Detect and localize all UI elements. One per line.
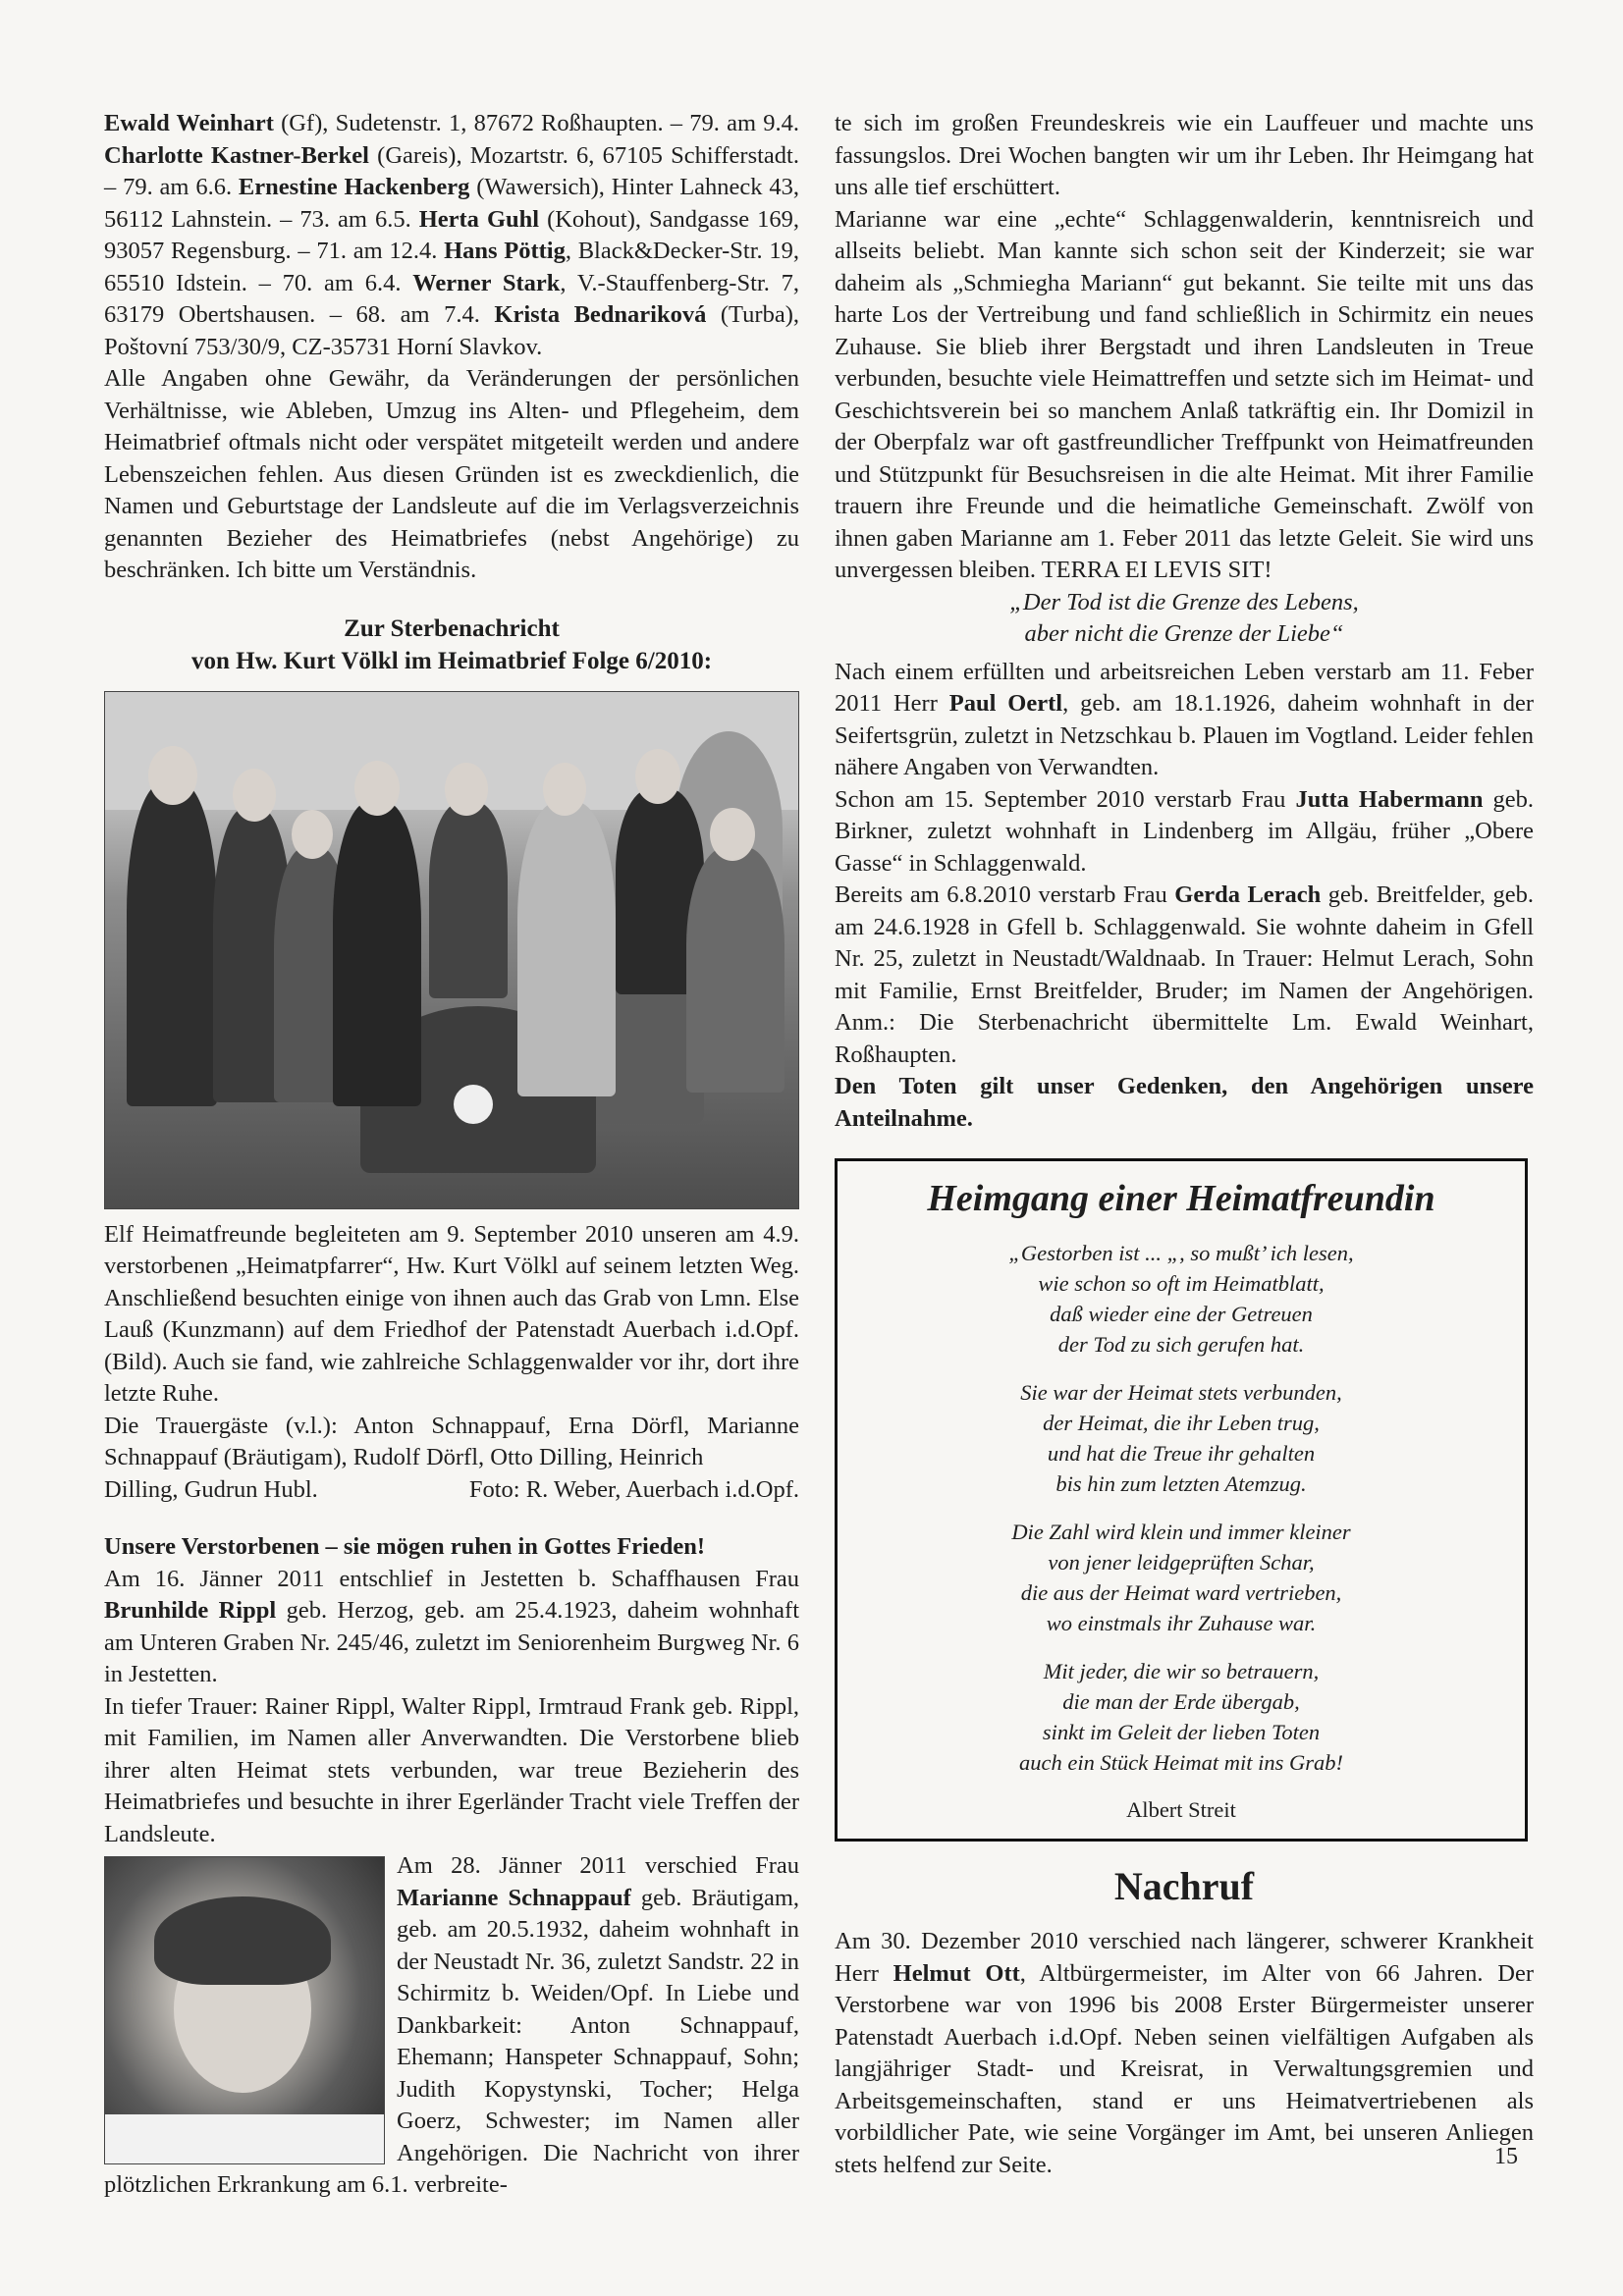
person-name: Gerda Lerach xyxy=(1174,881,1322,908)
poem-line: „Gestorben ist ... „, so mußt’ ich lesen, xyxy=(1008,1241,1354,1265)
obituary-oertl xyxy=(835,657,1534,784)
poem-line: und hat die Treue ihr gehalten xyxy=(1047,1441,1316,1466)
text-run: (Wawersich), Hinter Lahneck 43, 56112 Lahnstein. – 73. am 6.5. xyxy=(104,174,799,233)
portrait-marianne-schnappauf xyxy=(104,1856,385,2164)
text-run: (Gf), Sudetenstr. 1, 87672 Roßhaupten. – 79. am 9.4. xyxy=(273,110,800,136)
obituary-lerach xyxy=(835,880,1534,1071)
person-name: Marianne Schnappauf xyxy=(397,1884,631,1911)
poem-box xyxy=(835,1158,1528,1842)
text-run: (Turba), Poštovní 753/30/9, CZ-35731 Horní Slavkov. xyxy=(104,301,799,360)
sterbenachricht-heading xyxy=(104,613,799,677)
person-name: Ernestine Hackenberg xyxy=(238,174,470,200)
poem-line: Die Zahl wird klein und immer kleiner xyxy=(1011,1520,1351,1544)
text-run: , Black&Decker-Str. 19, 65510 Idstein. – 70. am 6.4. xyxy=(104,238,800,296)
text-run: geb. Birkner, zuletzt wohnhaft in Lindenberg im Allgäu, früher „Obere Gasse“ in Schlaggenwald. xyxy=(835,785,1534,877)
poem-line: von jener leidgeprüften Schar, xyxy=(1048,1550,1315,1575)
poem-line: wie schon so oft im Heimatblatt, xyxy=(1038,1271,1325,1296)
person-name: Ewald Weinhart xyxy=(104,110,274,136)
obituary-rippl-mourners: In tiefer Trauer: Rainer Rippl, Walter Rippl, Irmtraud Frank geb. Rippl, mit Familien, im Namen aller Anverwandten. Die Verstorbene blieb ihrer alten Heimat stets verbunden, war treue Bezieherin des Heimatbriefes und besuchte in ihrer Egerländer Tracht viele Treffen der Landsleute. xyxy=(104,1692,799,1847)
text-run: Schon am 15. September 2010 verstarb Frau xyxy=(835,785,1296,813)
poem-line: auch ein Stück Heimat mit ins Grab! xyxy=(1019,1750,1343,1775)
obituary-schnappauf xyxy=(104,1850,799,2202)
obituary-schnappauf-tribute: Marianne war eine „echte“ Schlaggenwalderin, kenntnisreich und allseits beliebt. Man kannte sich schon seit der Kinderzeit; sie war daheim als „Schmiegha Mariann“ gut bekannt. Sie teilte mit uns das harte Los der Vertreibung und fand schließlich in Schirmitz ein neues Zuhause. Sie blieb ihrer Bergstadt und ihren Landsleuten in Treue verbunden, besuchte viele Heimattreffen und setzte sich im Heimat- und Geschichtsverein bei so manchem Anlaß tatkräftig ein. Ihr Domizil in der Oberpfalz war oft gastfreundlicher Treffpunkt von Heimatfreunden und Stützpunkt für Besuchsreisen in die alte Heimat. Mit ihrer Familie trauern ihre Freunde und die heimatliche Gemeinschaft. Zwölf von ihnen gaben Marianne am 1. Feber 2011 das letzte Geleit. Sie wird uns unvergessen bleiben. TERRA EI LEVIS SIT! xyxy=(835,205,1534,583)
person-name: Paul Oertl xyxy=(948,690,1063,717)
text-run: geb. Bräutigam, geb. am 20.5.1932, daheim wohnhaft in der Neustadt Nr. 36, zuletzt Sandstr. 22 in Schirmitz b. Weiden/Opf. In Liebe und Dankbarkeit: Anton Schnappauf, Ehemann; Hanspeter Schnappauf, Sohn; Judith Kopystynski, Tocher; Helga Goerz, Schwester; im Namen aller Angehörigen. Die Nachricht von ihrer plötzlichen Erkrankung am 6.1. verbreite- xyxy=(104,1884,799,2198)
text-run: , Altbürgermeister, im Alter von 66 Jahren. Der Verstorbene war von 1996 bis 2008 Erster Bürgermeister unserer Patenstadt Auerbach i.d.Opf. Neben seinen vielfältigen Aufgaben als langjähriger Stadt- und Kreisrat, in Verwaltungsgremien und Arbeitsgemeinschaften, stand er uns Heimatvertriebenen als vorbildlicher Pate, wie seine Vorgänger im Amt, bei unseren Anliegen stets helfend zur Seite. xyxy=(835,1959,1534,2178)
text-run: geb. Herzog, geb. am 25.4.1923, daheim wohnhaft am Unteren Graben Nr. 245/46, zuletzt im Seniorenheim Burgweg Nr. 6 in Jestetten. xyxy=(104,1597,799,1687)
obituary-habermann xyxy=(835,784,1534,881)
person-name: Hans Pöttig xyxy=(444,238,566,264)
text-run: geb. Breitfelder, geb. am 24.6.1928 in Gfell b. Schlaggenwald. Sie wohnte daheim in Gfell Nr. 25, zuletzt in Neustadt/Waldnaab. In Trauer: Helmut Lerach, Sohn mit Familie, Ernst Breitfelder, Bruder; im Namen der Angehörigen. Anm.: Die Sterbenachricht übermittelte Lm. Ewald Weinhart, Roßhaupten. xyxy=(835,881,1534,1068)
poem-line: der Tod zu sich gerufen hat. xyxy=(1057,1332,1305,1357)
poem-line: die aus der Heimat ward vertrieben, xyxy=(1020,1580,1342,1605)
text-run: , V.-Stauffenberg-Str. 7, 63179 Obertshausen. – 68. am 7.4. xyxy=(104,269,799,328)
person-name: Brunhilde Rippl xyxy=(104,1597,277,1624)
poem-author: Albert Streit xyxy=(1126,1797,1236,1822)
poem-line: sinkt im Geleit der lieben Toten xyxy=(1042,1720,1321,1744)
poem-line: wo einstmals ihr Zuhause war. xyxy=(1046,1611,1317,1635)
poem-stanza xyxy=(838,1517,1525,1638)
person-name: Herta Guhl xyxy=(418,205,540,233)
obituary-schnappauf-continued: te sich im großen Freundeskreis wie ein Lauffeuer und machte uns fassungslos. Drei Wochen bangten wir um ihr Leben. Ihr Heimgang hat uns alle tief erschüttert. xyxy=(835,110,1534,200)
trauergaeste-list: Die Trauergäste (v.l.): Anton Schnappauf, Erna Dörfl, Marianne Schnappauf (Bräutigam), Rudolf Dörfl, Otto Dilling, Heinrich xyxy=(104,1412,799,1470)
trauergaeste-last: Dilling, Gudrun Hubl. xyxy=(104,1475,318,1503)
disclaimer-paragraph: Alle Angaben ohne Gewähr, da Veränderungen der persönlichen Verhältnisse, wie Ableben, Umzug ins Alten- und Pflegeheim, dem Heimatbrief oftmals nicht oder verspätet mitgeteilt werden und andere Lebenszeichen fehlen. Aus diesen Gründen ist es zweckdienlich, die Namen und Geburtstage der Landsleute auf die im Verlagsverzeichnis genannten Bezieher des Heimatbriefes (nebst Angehörige) zu beschränken. Ich bitte um Verständnis. xyxy=(104,365,799,583)
person-name: Krista Bednariková xyxy=(494,301,707,328)
photo-caption: Elf Heimatfreunde begleiteten am 9. September 2010 unseren am 4.9. verstorbenen „Heimatpfarrer“, Hw. Kurt Völkl auf seinem letzten Weg. Anschließend besuchten einige von ihnen auch das Grab von Lmn. Else Lauß (Kunzmann) auf dem Friedhof der Patenstadt Auerbach i.d.Opf. (Bild). Auch sie fand, wie zahlreiche Schlaggenwalder vor ihr, dort ihre letzte Ruhe. xyxy=(104,1220,799,1407)
gedenken-line: Den Toten gilt unser Gedenken, den Angehörigen unsere Anteilnahme. xyxy=(835,1073,1534,1132)
obituary-rippl xyxy=(104,1564,799,1691)
text-run: , geb. am 18.1.1926, daheim wohnhaft in der Seifertsgrün, zuletzt in Netzschkau b. Plauen im Vogtland. Leider fehlen nähere Angaben von Verwandten. xyxy=(835,690,1534,780)
poem-line: daß wieder eine der Getreuen xyxy=(1050,1302,1313,1326)
right-column xyxy=(835,108,1534,2181)
birthday-list xyxy=(104,108,799,363)
poem-line: die man der Erde übergab, xyxy=(1062,1689,1300,1714)
poem-stanza xyxy=(838,1238,1525,1360)
sterbenachricht-heading-line2: von Hw. Kurt Völkl im Heimatbrief Folge 6/2010: xyxy=(190,647,713,674)
person-name: Werner Stark xyxy=(412,269,561,296)
quote-line2: aber nicht die Grenze der Liebe“ xyxy=(1024,620,1344,647)
photo-credit: Foto: R. Weber, Auerbach i.d.Opf. xyxy=(468,1475,799,1503)
text-run: (Gareis), Mozartstr. 6, 67105 Schifferstadt. – 79. am 6.6. xyxy=(104,141,799,200)
trauergaeste-last-line xyxy=(104,1474,799,1507)
poem-line: der Heimat, die ihr Leben trug, xyxy=(1043,1411,1320,1435)
poem-line: Mit jeder, die wir so betrauern, xyxy=(1043,1659,1320,1683)
group-photo-graveside xyxy=(104,691,799,1209)
person-name: Charlotte Kastner-Berkel xyxy=(104,141,369,169)
left-column xyxy=(104,108,799,2202)
poem-line: Sie war der Heimat stets verbunden, xyxy=(1020,1380,1342,1405)
text-run: Bereits am 6.8.2010 verstarb Frau xyxy=(835,881,1175,908)
person-name: Helmut Ott xyxy=(893,1959,1020,1987)
text-run: Am 30. Dezember 2010 verschied nach längerer, schwerer Krankheit Herr xyxy=(835,1928,1534,1987)
poem-stanzas xyxy=(838,1238,1525,1778)
person-name: Jutta Habermann xyxy=(1295,785,1484,813)
text-run: (Kohout), Sandgasse 169, 93057 Regensburg. – 71. am 12.4. xyxy=(104,205,799,264)
page-number: 15 xyxy=(1494,2144,1518,2169)
text-run: Nach einem erfüllten und arbeitsreichen Leben verstarb am 11. Feber 2011 Herr xyxy=(835,658,1534,717)
nachruf-text xyxy=(835,1926,1534,2181)
text-run: Am 28. Jänner 2011 verschied Frau xyxy=(397,1852,799,1879)
nachruf-title: Nachruf xyxy=(1113,1864,1255,1908)
poem-stanza xyxy=(838,1656,1525,1778)
poem-line: bis hin zum letzten Atemzug. xyxy=(1055,1471,1307,1496)
poem-title: Heimgang einer Heimatfreundin xyxy=(927,1178,1435,1219)
poem-stanza xyxy=(838,1377,1525,1499)
quote-line1: „Der Tod ist die Grenze des Lebens, xyxy=(1009,588,1359,615)
text-run: Am 16. Jänner 2011 entschlief in Jestetten b. Schaffhausen Frau xyxy=(104,1565,799,1592)
sterbenachricht-heading-line1: Zur Sterbenachricht xyxy=(344,614,560,642)
verstorbene-heading: Unsere Verstorbenen – sie mögen ruhen in Gottes Frieden! xyxy=(104,1533,705,1560)
